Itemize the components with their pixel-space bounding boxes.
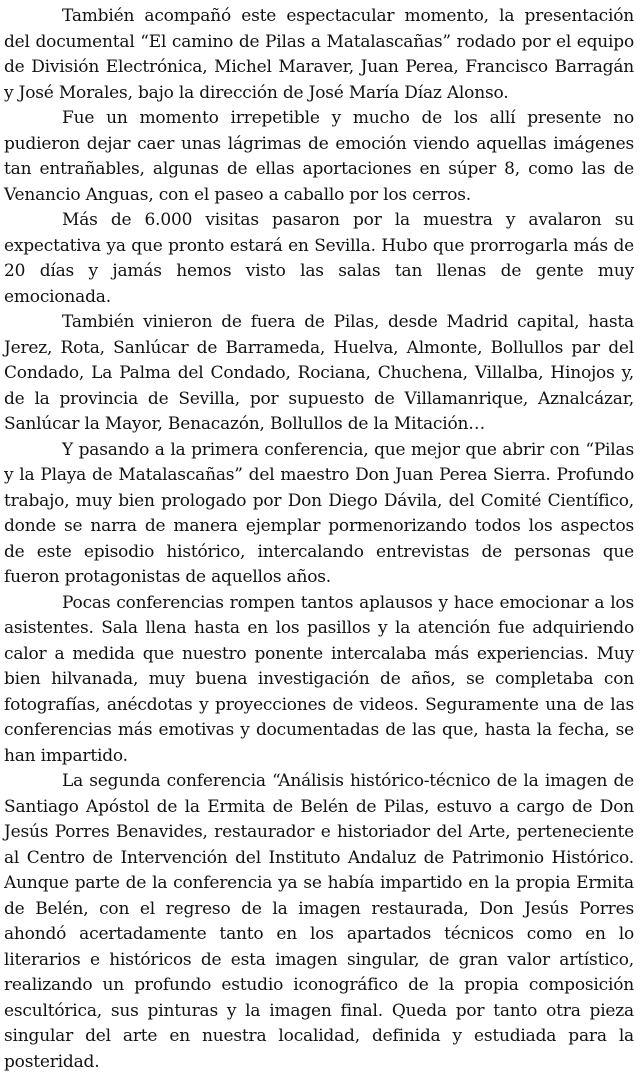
document-page [4, 4, 634, 1075]
paragraph-primera-conferencia: Y pasando a la primera conferencia, que mejor que abrir con “Pilas y la Playa de Matalascañas” del maestro Don Juan Perea Sierra. Profundo trabajo, muy bien prologado por Don Diego Dávila, del Comité Científico, donde se narra de manera ejemplar pormenorizando todos los aspectos de este episodio histórico, intercalando entrevistas de personas que fueron protagonistas de aquellos años. [4, 439, 634, 587]
paragraph-visitas: Más de 6.000 visitas pasaron por la muestra y avalaron su expectativa ya que pronto estará en Sevilla. Hubo que prorrogarla más de 20 días y jamás hemos visto las salas tan llenas de gente muy emocionada. [4, 210, 634, 307]
paragraph-emocion: Fue un momento irrepetible y mucho de los allí presente no pudieron dejar caer unas lágrimas de emoción viendo aquellas imágenes tan entrañables, algunas de ellas aportaciones en súper 8, como las de Venancio Anguas, con el paseo a caballo por los cerros. [4, 108, 634, 205]
paragraph-aplausos: Pocas conferencias rompen tantos aplausos y hace emocionar a los asistentes. Sala llena hasta en los pasillos y la atención fue adquiriendo calor a medida que nuestro ponente intercalaba más experiencias. Muy bien hilvanada, muy buena investigación de años, se completaba con fotografías, anécdotas y proyecciones de videos. Seguramente una de las conferencias más emotivas y documentadas de las que, hasta la fecha, se han impartido. [4, 592, 634, 766]
paragraph-segunda-conferencia: La segunda conferencia “Análisis histórico-técnico de la imagen de Santiago Apóstol de la Ermita de Belén de Pilas, estuvo a cargo de Don Jesús Porres Benavides, restaurador e historiador del Arte, perteneciente al Centro de Intervención del Instituto Andaluz de Patrimonio Histórico. Aunque parte de la conferencia ya se había impartido en la propia Ermita de Belén, con el regreso de la imagen restaurada, Don Jesús Porres ahondó acertadamente tanto en los apartados técnicos como en lo literarios e históricos de esta imagen singular, de gran valor artístico, realizando un profundo estudio iconográfico de la propia composición escultórica, sus pinturas y la imagen final. Queda por tanto otra pieza singular del arte en nuestra localidad, definida y estudiada para la posteridad. [4, 771, 634, 1072]
paragraph-documental: También acompañó este espectacular momento, la presentación del documental “El camino de Pilas a Matalascañas” rodado por el equipo de División Electrónica, Michel Maraver, Juan Perea, Francisco Barragán y José Morales, bajo la dirección de José María Díaz Alonso. [4, 6, 634, 103]
paragraph-procedencia: También vinieron de fuera de Pilas, desde Madrid capital, hasta Jerez, Rota, Sanlúcar de Barrameda, Huelva, Almonte, Bollullos par del Condado, La Palma del Condado, Rociana, Chuchena, Villalba, Hinojos y, de la provincia de Sevilla, por supuesto de Villamanrique, Aznalcázar, Sanlúcar la Mayor, Benacazón, Bollullos de la Mitación… [4, 312, 634, 434]
